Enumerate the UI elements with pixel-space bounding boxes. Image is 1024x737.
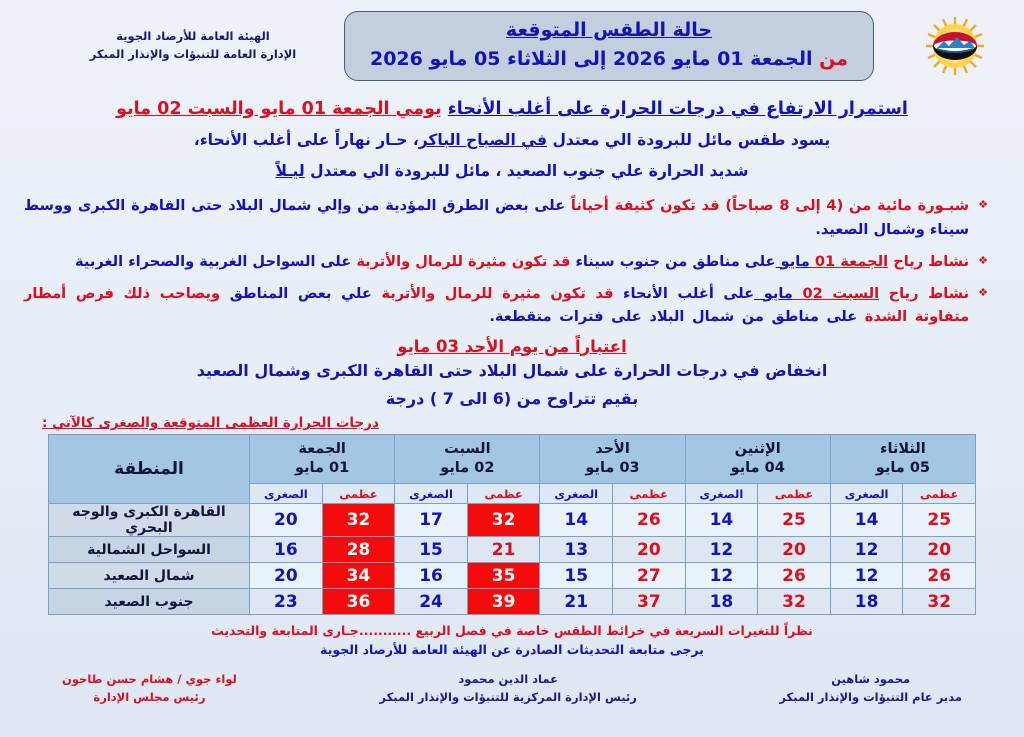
cell-region-1: القاهرة الكبرى والوجه البحري — [49, 504, 250, 537]
subheader-min-day-5: الصغرى — [830, 484, 903, 504]
section-heading: اعتباراً من يوم الأحد 03 مايو — [397, 336, 627, 356]
list-item — [24, 250, 988, 273]
footer-notes — [0, 615, 1024, 660]
cell-min-r4-d4: 18 — [685, 589, 758, 615]
day-name: الأحد — [595, 441, 630, 458]
cell-max-r3-d4: 26 — [758, 563, 831, 589]
day-name: الإثنين — [734, 441, 781, 458]
cell-max-r4-d3: 37 — [613, 589, 686, 615]
bullet-2-segment-3: مايو — [775, 252, 810, 270]
cell-max-r1-d4: 25 — [758, 504, 831, 537]
day-name: الثلاثاء — [880, 441, 926, 458]
cell-min-r3-d3: 15 — [540, 563, 613, 589]
section-line-1: انخفاض في درجات الحرارة على شمال البلاد حتى القاهرة الكبرى وشمال الصعيد — [196, 360, 828, 380]
para1-seg-c: ، حـار نهاراً على أغلب الأنحاء، — [193, 131, 419, 150]
bullet-2-segment-2: الجمعة 01 — [809, 252, 889, 270]
table-caption: درجات الحرارة العظمى المتوقعة والصغرى كالآتي : — [42, 415, 379, 432]
document-header — [0, 0, 1024, 92]
cell-min-r2-d5: 12 — [830, 537, 903, 563]
page-title: حالة الطقس المتوقعة — [505, 18, 713, 41]
bullet-list — [0, 184, 1024, 327]
cell-min-r3-d2: 16 — [395, 563, 468, 589]
diamond-bullet-icon: ❖ — [978, 285, 988, 299]
org-line-2: الإدارة العامة للتنبؤات والإنذار المبكر — [89, 47, 297, 61]
table-body — [49, 504, 976, 615]
list-item — [24, 194, 988, 240]
lead-part-2: يومي الجمعة 01 مايو والسبت 02 مايو — [116, 99, 442, 119]
cell-max-r4-d4: 32 — [758, 589, 831, 615]
cell-min-r2-d2: 15 — [395, 537, 468, 563]
cell-max-r2-d1: 28 — [322, 537, 395, 563]
bullet-3-segment-5: قد تكون مثيرة للرمال والأتربة — [381, 284, 614, 302]
signature-2-role: رئيس الإدارة المركزية للتنبؤات والإنذار المبكر — [379, 689, 637, 704]
column-header-day-3 — [540, 435, 685, 484]
organization-block — [68, 28, 318, 64]
cell-min-r3-d1: 20 — [250, 563, 323, 589]
bullet-3-segment-2: السبت 02 — [792, 284, 880, 302]
cell-min-r2-d1: 16 — [250, 537, 323, 563]
bullet-3-segment-8: على مناطق من شمال البلاد على فترات متقطعة. — [489, 307, 865, 325]
signature-2-name: عماد الدين محمود — [458, 671, 558, 686]
para2-seg-b: ليـلاً — [275, 162, 305, 181]
lead-statement — [0, 92, 1024, 122]
cell-min-r4-d3: 21 — [540, 589, 613, 615]
cell-max-r3-d2: 35 — [467, 563, 540, 589]
bullet-2-segment-1: نشاط رياح — [888, 252, 970, 270]
bullet-3-segment-3: مايو — [754, 284, 793, 302]
subheader-max-day-5: عظمى — [903, 484, 976, 504]
cell-max-r2-d4: 20 — [758, 537, 831, 563]
signature-1-role: مدير عام التنبؤات والإنذار المبكر — [779, 689, 962, 704]
cell-max-r4-d5: 32 — [903, 589, 976, 615]
cell-min-r3-d4: 12 — [685, 563, 758, 589]
cell-max-r4-d2: 39 — [467, 589, 540, 615]
cell-max-r2-d3: 20 — [613, 537, 686, 563]
bullet-1-segment-2: على بعض الطرق المؤدية من وإلي شمال البلاد حتى القاهرة الكبرى ووسط سيناء وشمال الصعيد. — [24, 197, 970, 238]
title-box — [344, 11, 874, 81]
bullet-3-segment-7: ويصاحب ذلك فرص أمطار متفاوتة الشدة — [24, 284, 970, 325]
date-range-value: الجمعة 01 مايو 2026 إلى الثلاثاء 05 مايو 2026 — [369, 47, 813, 70]
subheader-max-day-4: عظمى — [758, 484, 831, 504]
logo-container — [900, 14, 1010, 78]
date-range-prefix: من — [819, 47, 849, 70]
column-header-day-4 — [685, 435, 830, 484]
subheader-min-day-3: الصغرى — [540, 484, 613, 504]
cell-min-r2-d4: 12 — [685, 537, 758, 563]
bullet-text-3 — [24, 282, 969, 328]
cell-min-r1-d4: 14 — [685, 504, 758, 537]
signature-block — [0, 660, 1024, 707]
cell-max-r3-d5: 26 — [903, 563, 976, 589]
diamond-bullet-icon: ❖ — [978, 253, 988, 267]
bullet-3-segment-1: نشاط رياح — [879, 284, 970, 302]
signature-2 — [379, 671, 636, 707]
cell-region-3: شمال الصعيد — [49, 563, 250, 589]
signature-1-name: محمود شاهين — [831, 671, 911, 686]
subheader-max-day-1: عظمى — [322, 484, 395, 504]
cell-min-r1-d1: 20 — [250, 504, 323, 537]
signature-1 — [779, 671, 962, 707]
cell-region-4: جنوب الصعيد — [49, 589, 250, 615]
day-date: 01 مايو — [295, 460, 350, 477]
cell-max-r1-d5: 25 — [903, 504, 976, 537]
temperature-table-wrap — [0, 434, 1024, 615]
cell-min-r4-d2: 24 — [395, 589, 468, 615]
forecast-paragraph-2 — [0, 153, 1024, 184]
lead-part-1: استمرار الارتفاع في درجات الحرارة على أغلب الأنحاء — [447, 99, 908, 119]
cell-min-r4-d1: 23 — [250, 589, 323, 615]
date-range — [361, 46, 857, 73]
para1-seg-b: في الصباح الباكر — [418, 131, 548, 150]
signature-3-role: رئيس مجلس الإدارة — [93, 689, 206, 704]
cell-max-r2-d2: 21 — [467, 537, 540, 563]
table-row — [49, 563, 976, 589]
bullet-3-segment-4: على أغلب الأنحاء — [613, 284, 755, 302]
subheader-min-day-2: الصغرى — [395, 484, 468, 504]
day-date: 02 مايو — [440, 460, 495, 477]
egypt-meteorological-authority-logo — [919, 14, 991, 78]
column-header-region: المنطقة — [49, 435, 250, 504]
cell-region-2: السواحل الشمالية — [49, 537, 250, 563]
org-line-1: الهيئة العامة للأرصاد الجوية — [116, 29, 270, 44]
cell-min-r1-d3: 14 — [540, 504, 613, 537]
list-item — [24, 282, 988, 328]
bullet-text-2 — [24, 250, 969, 273]
bullet-2-segment-4: على مناطق من جنوب سيناء — [570, 252, 776, 270]
cell-max-r3-d3: 27 — [613, 563, 686, 589]
column-header-day-5 — [830, 435, 975, 484]
para1-seg-a: يسود طقس مائل للبرودة الي معتدل — [552, 131, 831, 150]
bullet-2-segment-5: قد تكون مثيرة للرمال والأتربة — [356, 252, 571, 270]
cell-min-r1-d5: 14 — [830, 504, 903, 537]
cell-max-r2-d5: 20 — [903, 537, 976, 563]
forecast-paragraph-1 — [0, 122, 1024, 153]
signature-3 — [62, 671, 237, 707]
cell-max-r1-d1: 32 — [322, 504, 395, 537]
day-name: الجمعة — [298, 441, 346, 458]
logo-svg — [919, 14, 991, 78]
subheader-min-day-4: الصغرى — [685, 484, 758, 504]
subheader-max-day-3: عظمى — [613, 484, 686, 504]
bullet-3-segment-6: علي بعض المناطق — [220, 284, 382, 302]
signature-3-name: لواء جوي / هشام حسن طاحون — [62, 671, 237, 686]
diamond-bullet-icon: ❖ — [978, 198, 988, 212]
day-date: 03 مايو — [585, 460, 640, 477]
bullet-text-1 — [24, 194, 969, 240]
day-date: 04 مايو — [730, 460, 785, 477]
table-row — [49, 537, 976, 563]
para2-seg-a: شديد الحرارة علي جنوب الصعيد ، مائل للبرودة الي معتدل — [310, 162, 749, 181]
table-header-row-days — [49, 435, 976, 484]
temperature-table — [48, 434, 976, 615]
footer-note-2: يرجى متابعة التحديثات الصادرة عن الهيئة العامة للأرصاد الجوية — [320, 642, 704, 658]
cell-max-r4-d1: 36 — [322, 589, 395, 615]
cell-max-r1-d3: 26 — [613, 504, 686, 537]
cell-min-r4-d5: 18 — [830, 589, 903, 615]
subheader-max-day-2: عظمى — [467, 484, 540, 504]
day-name: السبت — [444, 441, 491, 458]
footer-note-1: نظراً للتغيرات السريعة في خرائط الطقس خاصة في فصل الربيع ...........جـارى المتابعة والتحديث — [211, 623, 813, 639]
cell-min-r1-d2: 17 — [395, 504, 468, 537]
table-row — [49, 589, 976, 615]
section-line-2: بقيم تتراوح من (6 الى 7 ) درجة — [385, 388, 639, 408]
cell-min-r2-d3: 13 — [540, 537, 613, 563]
bullet-2-segment-6: على السواحل الغربية والصحراء الغربية — [75, 252, 357, 270]
bullet-1-segment-1: شبـورة مائية من (4 إلى 8 صباحاً) قد تكون كثيفة أحياناً — [570, 197, 970, 215]
cell-max-r1-d2: 32 — [467, 504, 540, 537]
table-row — [49, 504, 976, 537]
column-header-day-1 — [250, 435, 395, 484]
column-header-day-2 — [395, 435, 540, 484]
cell-max-r3-d1: 34 — [322, 563, 395, 589]
cell-min-r3-d5: 12 — [830, 563, 903, 589]
table-head — [49, 435, 976, 504]
day-date: 05 مايو — [875, 460, 930, 477]
subheader-min-day-1: الصغرى — [250, 484, 323, 504]
